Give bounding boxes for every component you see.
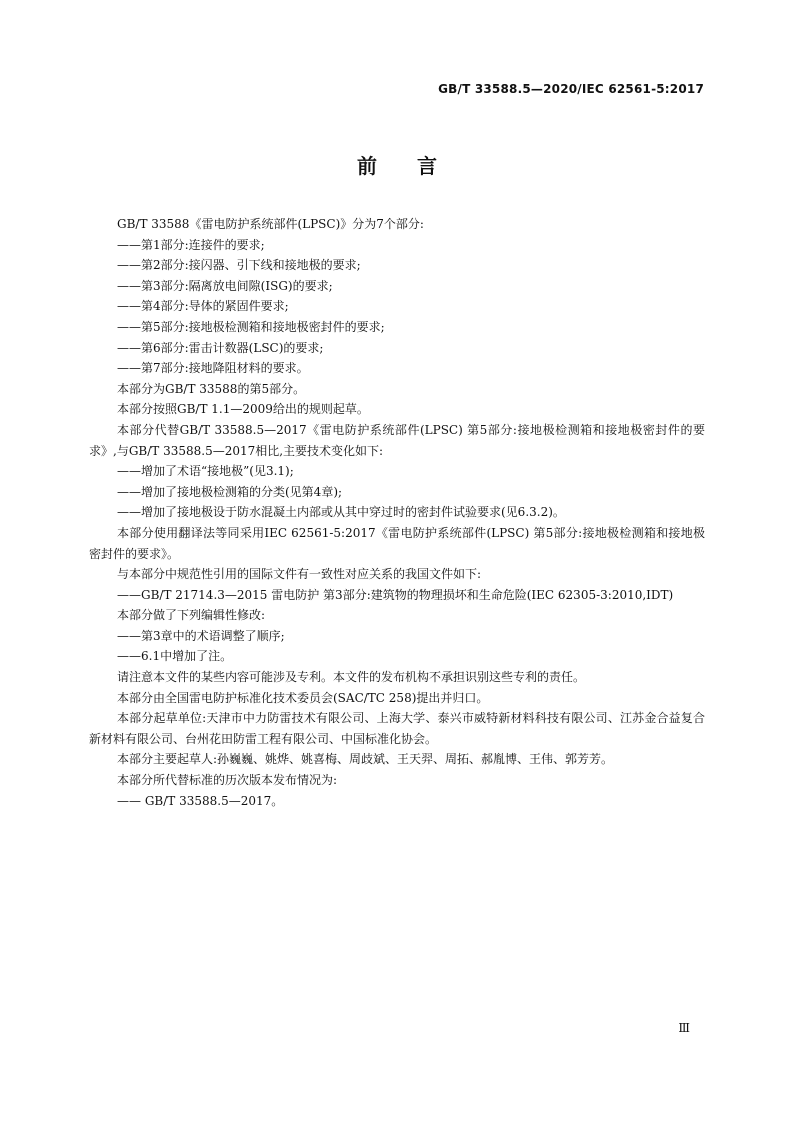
paragraph: 本部分代替GB/T 33588.5—2017《雷电防护系统部件(LPSC) 第5部分:接地极检测箱和接地极密封件的要求》,与GB/T 33588.5—2017相比,主要技术变化如下:	[89, 422, 705, 458]
list-item: ——第7部分:接地降阻材料的要求。	[117, 361, 309, 376]
list-item: —— GB/T 33588.5—2017。	[117, 793, 284, 808]
paragraph: 与本部分中规范性引用的国际文件有一致性对应关系的我国文件如下:	[117, 567, 482, 582]
paragraph: 本部分为GB/T 33588的第5部分。	[117, 381, 306, 396]
list-item: ——第1部分:连接件的要求;	[117, 237, 265, 252]
foreword-body	[89, 214, 705, 811]
paragraph: 本部分使用翻译法等同采用IEC 62561-5:2017《雷电防护系统部件(LPSC) 第5部分:接地极检测箱和接地极密封件的要求》。	[89, 525, 705, 561]
list-item: ——第3部分:隔离放电间隙(ISG)的要求;	[117, 278, 333, 293]
list-item: ——6.1中增加了注。	[117, 649, 233, 664]
paragraph: 请注意本文件的某些内容可能涉及专利。本文件的发布机构不承担识别这些专利的责任。	[117, 670, 586, 685]
list-item: ——第6部分:雷击计数器(LSC)的要求;	[117, 340, 324, 355]
list-item: ——第3章中的术语调整了顺序;	[117, 628, 285, 643]
list-item: ——增加了接地极设于防水混凝土内部或从其中穿过时的密封件试验要求(见6.3.2)。	[117, 505, 565, 520]
list-item: ——第2部分:接闪器、引下线和接地极的要求;	[117, 258, 361, 273]
list-item: ——增加了接地极检测箱的分类(见第4章);	[117, 484, 343, 499]
paragraph: GB/T 33588《雷电防护系统部件(LPSC)》分为7个部分:	[117, 217, 424, 231]
paragraph: 本部分起草单位:天津市中力防雷技术有限公司、上海大学、泰兴市威特新材料科技有限公司、江苏金合益复合新材料有限公司、台州花田防雷工程有限公司、中国标准化协会。	[89, 711, 705, 746]
paragraph: 本部分由全国雷电防护标准化技术委员会(SAC/TC 258)提出并归口。	[117, 690, 489, 705]
paragraph: 本部分做了下列编辑性修改:	[117, 608, 266, 623]
page-number: Ⅲ	[678, 1021, 690, 1035]
list-item: ——GB/T 21714.3—2015 雷电防护 第3部分:建筑物的物理损坏和生命危险(IEC 62305-3:2010,IDT)	[117, 587, 674, 602]
page-title: 前言	[357, 154, 477, 178]
list-item: ——第4部分:导体的紧固件要求;	[117, 299, 289, 314]
paragraph: 本部分按照GB/T 1.1—2009给出的规则起草。	[117, 402, 369, 417]
paragraph: 本部分所代替标准的历次版本发布情况为:	[117, 773, 338, 788]
list-item: ——增加了术语“接地极”(见3.1);	[117, 464, 294, 479]
standard-code-header: GB/T 33588.5—2020/IEC 62561-5:2017	[438, 82, 704, 96]
paragraph: 本部分主要起草人:孙巍巍、姚烨、姚喜梅、周歧斌、王天羿、周拓、郝胤博、王伟、郭芳芳。	[117, 752, 614, 767]
list-item: ——第5部分:接地极检测箱和接地极密封件的要求;	[117, 319, 385, 334]
